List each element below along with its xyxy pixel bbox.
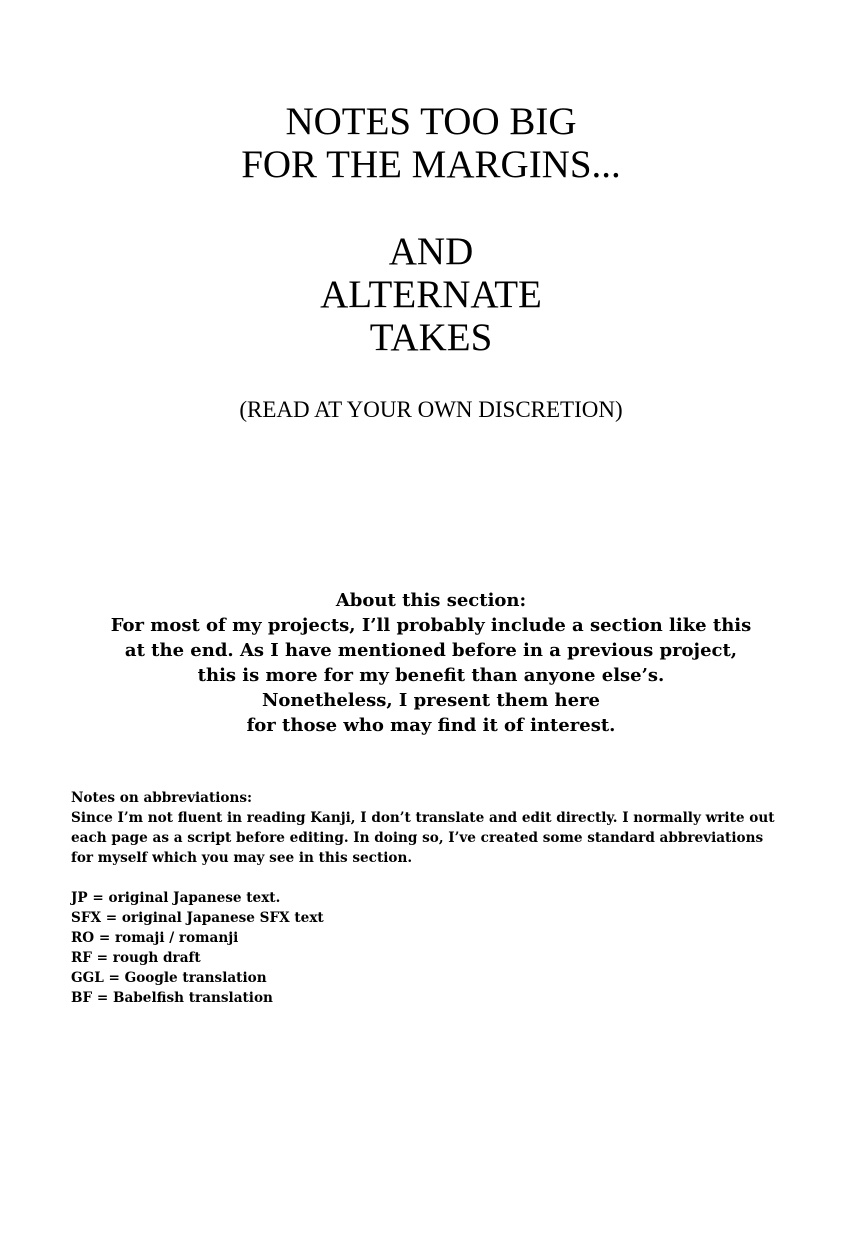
- about-heading: About this section:: [335, 590, 527, 611]
- abbreviations-intro-line: each page as a script before editing. In doing so, I’ve created some standard abbreviations: [71, 830, 764, 846]
- abbreviation-item: GGL = Google translation: [71, 970, 267, 986]
- abbreviations-heading: Notes on abbreviations:: [71, 790, 253, 806]
- page-title: [0, 100, 862, 359]
- abbreviation-item: SFX = original Japanese SFX text: [71, 910, 324, 926]
- about-section: [0, 588, 862, 738]
- about-line: this is more for my benefit than anyone else’s.: [197, 665, 665, 686]
- abbreviation-item: RO = romaji / romanji: [71, 930, 239, 946]
- abbreviations-intro-line: for myself which you may see in this section.: [71, 850, 413, 866]
- abbreviation-item: RF = rough draft: [71, 950, 201, 966]
- about-line: for those who may find it of interest.: [246, 715, 616, 736]
- subtitle: (READ AT YOUR OWN DISCRETION): [239, 397, 623, 422]
- title-line: FOR THE MARGINS...: [241, 143, 621, 186]
- title-line: NOTES TOO BIG: [285, 100, 577, 143]
- abbreviations-section: [71, 788, 831, 1008]
- title-line: AND: [388, 230, 474, 273]
- about-line: For most of my projects, I’ll probably include a section like this: [110, 615, 752, 636]
- abbreviation-item: JP = original Japanese text.: [71, 890, 281, 906]
- title-line: ALTERNATE: [320, 273, 542, 316]
- abbreviations-intro-line: Since I’m not fluent in reading Kanji, I don’t translate and edit directly. I normally write out: [71, 810, 775, 826]
- about-line: at the end. As I have mentioned before in a previous project,: [124, 640, 738, 661]
- about-line: Nonetheless, I present them here: [261, 690, 601, 711]
- title-gap: [0, 186, 862, 230]
- abbreviation-item: BF = Babelfish translation: [71, 990, 273, 1006]
- title-line: TAKES: [369, 316, 493, 359]
- abbreviations-spacer: [71, 868, 831, 888]
